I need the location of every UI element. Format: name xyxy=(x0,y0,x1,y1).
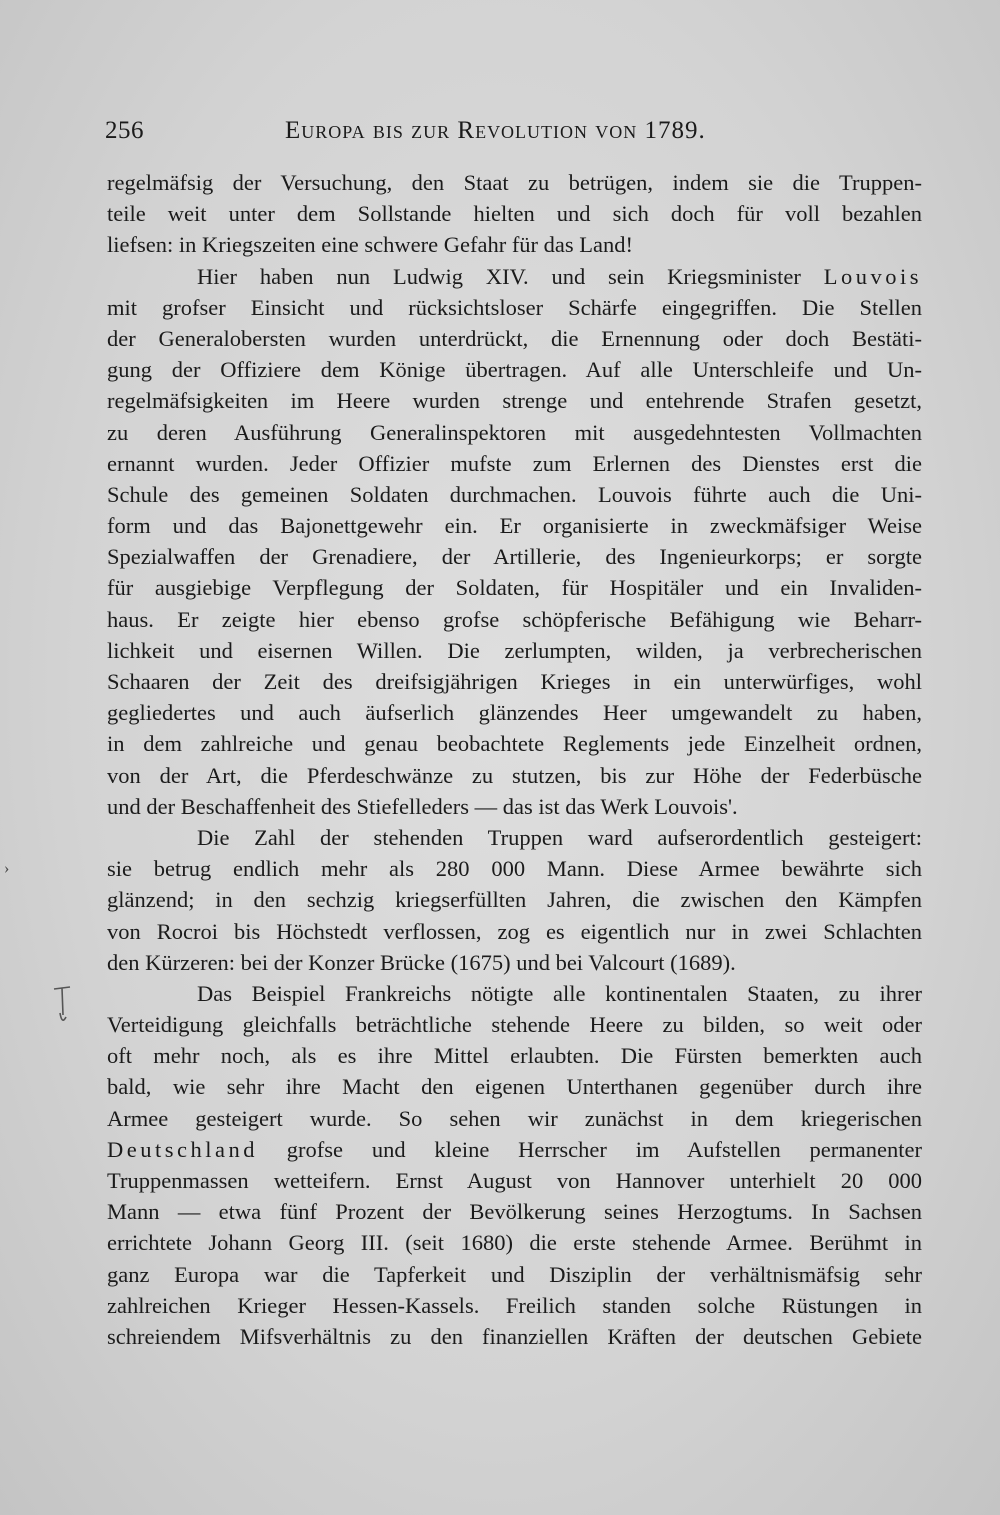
line-text: zu deren Ausführung Generalinspektoren mit ausgedehntesten Vollmachten xyxy=(107,419,922,445)
text-line xyxy=(107,417,922,448)
text-line xyxy=(107,635,922,666)
line-text: Schaaren der Zeit des dreifsigjährigen Krieges in ein unterwürfiges, wohl xyxy=(107,669,922,694)
body-text xyxy=(107,167,922,1352)
text-line xyxy=(107,947,922,978)
line-text: zahlreichen Krieger Hessen-Kassels. Freilich standen solche Rüstungen in xyxy=(107,1292,922,1318)
line-text: errichtete Johann Georg III. (seit 1680) die erste stehende Armee. Berühmt in xyxy=(107,1230,922,1256)
text-line xyxy=(107,261,922,292)
line-text: bald, wie sehr ihre Macht den eigenen Unterthanen gegenüber durch ihre xyxy=(107,1074,922,1100)
line-text: haus. Er zeigte hier ebenso grofse schöpferische Befähigung wie Beharr- xyxy=(107,606,922,632)
text-line xyxy=(107,229,922,260)
running-title: Europa bis zur Revolution von 1789. xyxy=(285,117,706,144)
line-text: schreiendem Mifsverhältnis zu den finanziellen Kräften der deutschen Gebiete xyxy=(107,1323,922,1349)
page-header xyxy=(105,113,925,149)
text-line xyxy=(107,1165,922,1196)
text-line xyxy=(107,1196,922,1227)
text-line xyxy=(107,697,922,728)
line-text: ganz Europa war die Tapferkeit und Disziplin der verhältnismäfsig sehr xyxy=(107,1261,922,1287)
text-line xyxy=(107,1321,922,1352)
text-line xyxy=(107,1071,922,1102)
text-line xyxy=(107,1259,922,1290)
line-text: regelmäfsigkeiten im Heere wurden strenge und entehrende Strafen gesetzt, xyxy=(107,388,922,414)
text-line xyxy=(107,791,922,822)
line-text: liefsen: in Kriegszeiten eine schwere Gefahr für das Land! xyxy=(107,232,634,258)
margin-tick-mark: › xyxy=(4,860,10,877)
line-text: regelmäfsig der Versuchung, den Staat zu betrügen, indem sie die Truppen- xyxy=(107,170,922,195)
line-text: form und das Bajonettgewehr ein. Er organisierte in zweckmäfsiger Weise xyxy=(107,513,922,539)
line-text: der Generalobersten wurden unterdrückt, die Ernennung oder doch Bestäti- xyxy=(107,325,922,351)
text-line xyxy=(107,978,922,1009)
spaced-emphasis: Louvois xyxy=(823,263,922,289)
text-line xyxy=(107,479,922,510)
text-line xyxy=(107,541,922,572)
text-line xyxy=(107,354,922,385)
line-text: Hier haben nun Ludwig XIV. und sein Kriegsminister xyxy=(197,263,824,289)
text-line xyxy=(107,728,922,759)
line-text: Spezialwaffen der Grenadiere, der Artillerie, des Ingenieurkorps; er sorgte xyxy=(107,544,922,570)
text-line xyxy=(107,167,922,198)
line-text: oft mehr noch, als es ihre Mittel erlaubten. Die Fürsten bemerkten auch xyxy=(107,1043,922,1069)
text-line xyxy=(107,916,922,947)
line-text: für ausgiebige Verpflegung der Soldaten, für Hospitäler und ein Invaliden- xyxy=(107,575,922,601)
text-line xyxy=(107,510,922,541)
line-text: von Rocroi bis Höchstedt verflossen, zog es eigentlich nur in zwei Schlachten xyxy=(107,918,922,944)
line-text: von der Art, die Pferdeschwänze zu stutzen, bis zur Höhe der Federbüsche xyxy=(107,762,922,788)
text-line xyxy=(107,572,922,603)
line-text: in dem zahlreiche und genau beobachtete Reglements jede Einzelheit ordnen, xyxy=(107,731,922,757)
line-text: gegliedertes und auch äufserlich glänzendes Heer umgewandelt zu haben, xyxy=(107,700,922,726)
text-line xyxy=(107,1290,922,1321)
line-text: lichkeit und eisernen Willen. Die zerlumpten, wilden, ja verbrecherischen xyxy=(107,637,922,663)
text-line xyxy=(107,1009,922,1040)
text-line xyxy=(107,884,922,915)
text-line xyxy=(107,1227,922,1258)
text-line xyxy=(107,666,922,697)
text-line xyxy=(107,385,922,416)
text-line xyxy=(107,1134,922,1165)
line-text: den Kürzeren: bei der Konzer Brücke (1675) und bei Valcourt (1689). xyxy=(107,949,736,975)
text-line xyxy=(107,1103,922,1134)
line-text: grofse und kleine Herrscher im Aufstellen permanenter xyxy=(257,1136,922,1162)
line-text: Schule des gemeinen Soldaten durchmachen. Louvois führte auch die Uni- xyxy=(107,481,922,507)
line-text: sie betrug endlich mehr als 280 000 Mann. Diese Armee bewährte sich xyxy=(107,856,922,882)
text-line xyxy=(107,1040,922,1071)
line-text: Mann — etwa fünf Prozent der Bevölkerung seines Herzogtums. In Sachsen xyxy=(107,1199,922,1225)
spaced-emphasis: Deutschland xyxy=(107,1136,258,1162)
line-text: Die Zahl der stehenden Truppen ward aufserordentlich gesteigert: xyxy=(197,824,922,850)
line-text: gung der Offiziere dem Könige übertragen. Auf alle Unterschleife und Un- xyxy=(107,357,922,383)
line-text: Verteidigung gleichfalls beträchtliche stehende Heere zu bilden, so weit oder xyxy=(107,1012,922,1038)
text-line xyxy=(107,448,922,479)
text-line xyxy=(107,760,922,791)
text-line xyxy=(107,323,922,354)
text-line xyxy=(107,604,922,635)
line-text: ernannt wurden. Jeder Offizier mufste zum Erlernen des Dienstes erst die xyxy=(107,450,922,476)
text-line xyxy=(107,198,922,229)
line-text: Truppenmassen wetteifern. Ernst August von Hannover unterhielt 20 000 xyxy=(107,1168,922,1193)
line-text: mit grofser Einsicht und rücksichtsloser Schärfe eingegriffen. Die Stellen xyxy=(107,294,922,320)
line-text: Das Beispiel Frankreichs nötigte alle kontinentalen Staaten, zu ihrer xyxy=(197,980,922,1006)
line-text: Armee gesteigert wurde. So sehen wir zunächst in dem kriegerischen xyxy=(107,1105,922,1131)
text-line xyxy=(107,292,922,323)
margin-pencil-mark xyxy=(50,985,74,1029)
page-number: 256 xyxy=(105,117,144,144)
text-line xyxy=(107,853,922,884)
line-text: und der Beschaffenheit des Stiefelleders — das ist das Werk Louvois'. xyxy=(107,793,738,819)
text-line xyxy=(107,822,922,853)
line-text: glänzend; in den sechzig kriegserfüllten Jahren, die zwischen den Kämpfen xyxy=(107,887,922,913)
line-text: teile weit unter dem Sollstande hielten und sich doch für voll bezahlen xyxy=(107,201,922,227)
